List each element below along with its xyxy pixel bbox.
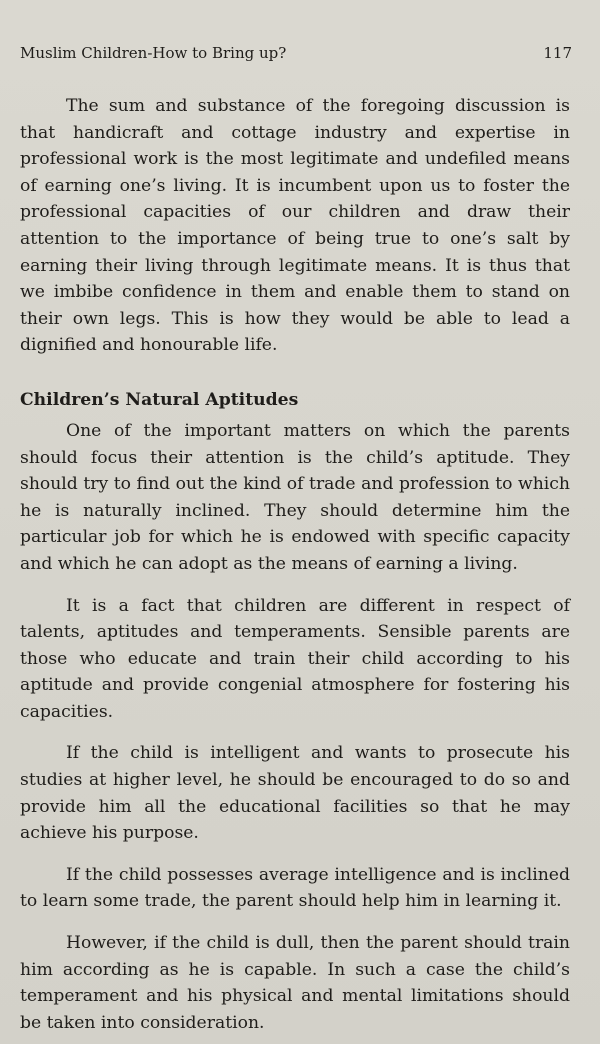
page-body: [20, 93, 570, 1036]
section-heading: Children’s Natural Aptitudes: [20, 389, 299, 410]
page-header: [20, 42, 572, 64]
paragraph-intelligent-child: If the child is intelligent and wants to prosecute his studies at higher level, he should be encouraged to do so and provide him all the educational facilities so that he may achieve his purpose.: [20, 743, 570, 844]
paragraph-conclusion: The sum and substance of the foregoing discussion is that handicraft and cottage industry and expertise in professional work is the most legitimate and undefiled means of earning one’s living. It is incumbent upon us to foster the professional capacities of our children and draw their attention to the importance of being true to one’s salt by earning their living through legitimate means. It is thus that we imbibe confidence in them and enable them to stand on their own legs. This is how they would be able to lead a dignified and honourable life.: [20, 96, 570, 356]
paragraph-average-child: If the child possesses average intelligence and is inclined to learn some trade, the parent should help him in learning it.: [20, 864, 570, 912]
paragraph-dull-child: However, if the child is dull, then the parent should train him according as he is capable. In such a case the child’s temperament and his physical and mental limitations should be taken into consideration.: [20, 933, 570, 1033]
paragraph-differences: It is a fact that children are different in respect of talents, aptitudes and temperaments. Sensible parents are those who educate and train their child according to his aptitude and provide congenial atmosphere for fostering his capacities.: [20, 595, 570, 722]
page-number: 117: [543, 44, 572, 62]
running-title: Muslim Children-How to Bring up?: [20, 44, 287, 62]
paragraph-aptitude-focus: One of the important matters on which the parents should focus their attention is the child’s aptitude. They should try to find out the kind of trade and profession to which he is naturally inclined. They should determine him the particular job for which he is endowed with specific capacity and which he can adopt as the means of earning a living.: [20, 420, 570, 574]
